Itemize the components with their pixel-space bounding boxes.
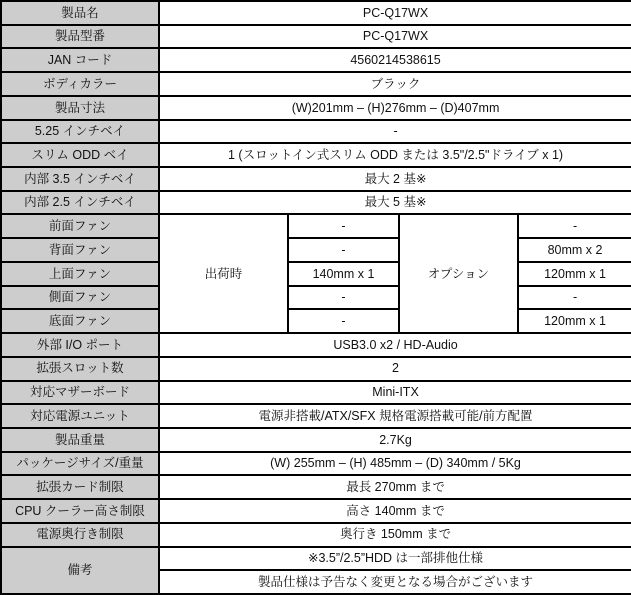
spec-label: JAN コード xyxy=(1,48,159,72)
table-row-top-fan xyxy=(1,262,631,286)
spec-label: 対応マザーボード xyxy=(1,381,159,405)
table-row-dimensions xyxy=(1,96,631,120)
spec-label: 内部 2.5 インチベイ xyxy=(1,191,159,215)
spec-label: 内部 3.5 インチベイ xyxy=(1,167,159,191)
spec-label: 対応電源ユニット xyxy=(1,404,159,428)
table-row-bottom-fan xyxy=(1,309,631,333)
spec-label: スリム ODD ベイ xyxy=(1,143,159,167)
spec-value: Mini-ITX xyxy=(159,381,631,405)
table-row-io-ports xyxy=(1,333,631,357)
spec-label: 製品重量 xyxy=(1,428,159,452)
spec-label: 外部 I/O ポート xyxy=(1,333,159,357)
spec-label: 5.25 インチベイ xyxy=(1,120,159,144)
spec-label: 側面ファン xyxy=(1,286,159,310)
fan-shipping-value: - xyxy=(288,214,399,238)
spec-value: PC-Q17WX xyxy=(159,1,631,25)
spec-label: ボディカラー xyxy=(1,72,159,96)
fan-shipping-value: - xyxy=(288,309,399,333)
spec-value: USB3.0 x2 / HD-Audio xyxy=(159,333,631,357)
table-row-expansion-slots xyxy=(1,357,631,381)
table-row-jan-code xyxy=(1,48,631,72)
table-row-psu-depth-limit xyxy=(1,523,631,547)
fan-option-header: オプション xyxy=(399,214,518,333)
table-row-internal-35-bay xyxy=(1,167,631,191)
table-row-motherboard xyxy=(1,381,631,405)
spec-value: (W) 255mm – (H) 485mm – (D) 340mm / 5Kg xyxy=(159,452,631,476)
table-row-slim-odd-bay xyxy=(1,143,631,167)
spec-label: 製品寸法 xyxy=(1,96,159,120)
spec-value: ブラック xyxy=(159,72,631,96)
table-row-cooler-height-limit xyxy=(1,499,631,523)
spec-label: 前面ファン xyxy=(1,214,159,238)
table-row-525-bay xyxy=(1,120,631,144)
spec-value: (W)201mm – (H)276mm – (D)407mm xyxy=(159,96,631,120)
spec-value: 2 xyxy=(159,357,631,381)
fan-shipping-header: 出荷時 xyxy=(159,214,288,333)
spec-value: 奥行き 150mm まで xyxy=(159,523,631,547)
spec-value: - xyxy=(159,120,631,144)
table-row-internal-25-bay xyxy=(1,191,631,215)
notes-line: 製品仕様は予告なく変更となる場合がございます xyxy=(159,570,631,594)
table-row-weight xyxy=(1,428,631,452)
spec-label: 上面ファン xyxy=(1,262,159,286)
notes-line: ※3.5”/2.5”HDD は一部排他仕様 xyxy=(159,547,631,571)
spec-label: CPU クーラー高さ制限 xyxy=(1,499,159,523)
table-row-front-fan xyxy=(1,214,631,238)
spec-label: 電源奥行き制限 xyxy=(1,523,159,547)
table-row-notes-1 xyxy=(1,547,631,571)
spec-label: 製品名 xyxy=(1,1,159,25)
spec-value: 最長 270mm まで xyxy=(159,475,631,499)
spec-value: 2.7Kg xyxy=(159,428,631,452)
fan-option-value: - xyxy=(518,286,631,310)
fan-option-value: 80mm x 2 xyxy=(518,238,631,262)
table-row-body-color xyxy=(1,72,631,96)
notes-label: 備考 xyxy=(1,547,159,594)
table-row-psu xyxy=(1,404,631,428)
spec-value: 電源非搭載/ATX/SFX 規格電源搭載可能/前方配置 xyxy=(159,404,631,428)
fan-shipping-value: 140mm x 1 xyxy=(288,262,399,286)
table-row-package-size xyxy=(1,452,631,476)
fan-shipping-value: - xyxy=(288,238,399,262)
table-row-side-fan xyxy=(1,286,631,310)
spec-label: 底面ファン xyxy=(1,309,159,333)
table-row-product-name xyxy=(1,1,631,25)
spec-value: 最大 5 基※ xyxy=(159,191,631,215)
fan-shipping-value: - xyxy=(288,286,399,310)
spec-label: 製品型番 xyxy=(1,25,159,49)
spec-value: 4560214538615 xyxy=(159,48,631,72)
spec-value: 1 (スロットイン式スリム ODD または 3.5"/2.5"ドライブ x 1) xyxy=(159,143,631,167)
fan-option-value: 120mm x 1 xyxy=(518,262,631,286)
spec-label: 拡張カード制限 xyxy=(1,475,159,499)
spec-label: 拡張スロット数 xyxy=(1,357,159,381)
fan-option-value: - xyxy=(518,214,631,238)
table-row-card-limit xyxy=(1,475,631,499)
table-row-rear-fan xyxy=(1,238,631,262)
fan-option-value: 120mm x 1 xyxy=(518,309,631,333)
table-row-model-number xyxy=(1,25,631,49)
spec-value: 最大 2 基※ xyxy=(159,167,631,191)
spec-value: PC-Q17WX xyxy=(159,25,631,49)
spec-label: パッケージサイズ/重量 xyxy=(1,452,159,476)
spec-value: 高さ 140mm まで xyxy=(159,499,631,523)
spec-label: 背面ファン xyxy=(1,238,159,262)
